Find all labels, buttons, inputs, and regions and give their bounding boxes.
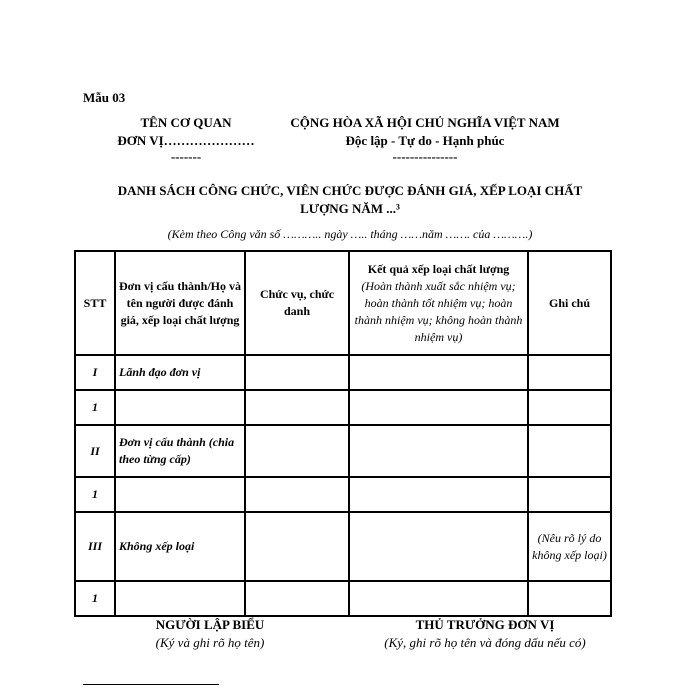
table-row: [75, 477, 611, 512]
table-row: [75, 390, 611, 425]
row-note: (Nêu rõ lý do không xếp loại): [528, 512, 611, 581]
row-position: [245, 581, 349, 616]
row-result: [349, 581, 528, 616]
row-position: [245, 355, 349, 390]
row-note: [528, 355, 611, 390]
header-position: Chức vụ, chức danh: [245, 251, 349, 355]
row-note: [528, 390, 611, 425]
table-header-row: [75, 251, 611, 355]
table-row: [75, 581, 611, 616]
row-name: [115, 390, 245, 425]
row-name: [115, 477, 245, 512]
preparer-title: NGƯỜI LẬP BIỂU: [155, 617, 265, 632]
row-stt: III: [75, 512, 115, 581]
row-position: [245, 425, 349, 477]
agency-header: [100, 114, 272, 164]
header-note: Ghi chú: [528, 251, 611, 355]
agency-name: TÊN CƠ QUAN: [140, 115, 232, 130]
unit-name: ĐƠN VỊ…………………: [117, 133, 255, 148]
row-result: [349, 425, 528, 477]
document-title: [95, 182, 605, 218]
row-name: Đơn vị cấu thành (chia theo từng cấp): [115, 425, 245, 477]
row-stt: 1: [75, 581, 115, 616]
row-note: [528, 477, 611, 512]
header-stt: STT: [75, 251, 115, 355]
row-note: [528, 425, 611, 477]
row-result: [349, 512, 528, 581]
row-stt: II: [75, 425, 115, 477]
head-instruction: (Ký, ghi rõ họ tên và đóng dấu nếu có): [384, 635, 586, 650]
table-row: [75, 425, 611, 477]
row-name: [115, 581, 245, 616]
header-result: [349, 251, 528, 355]
head-signature-block: [350, 616, 620, 652]
title-line-2: LƯỢNG NĂM ...³: [300, 201, 400, 216]
header-unit: Đơn vị cấu thành/Họ và tên người được đánh giá, xếp loại chất lượng: [115, 251, 245, 355]
preparer-instruction: (Ký và ghi rõ họ tên): [155, 635, 265, 650]
footnote-divider: [83, 684, 219, 685]
row-stt: 1: [75, 477, 115, 512]
form-code: Mẫu 03: [83, 90, 126, 105]
head-title: THỦ TRƯỞNG ĐƠN VỊ: [415, 617, 555, 632]
row-name: Không xếp loại: [115, 512, 245, 581]
header-result-options: (Hoàn thành xuất sắc nhiệm vụ; hoàn thành tốt nhiệm vụ; hoàn thành nhiệm vụ; không hoàn thành nhiệm vụ): [354, 278, 523, 344]
row-name: Lãnh đạo đơn vị: [115, 355, 245, 390]
row-position: [245, 512, 349, 581]
title-line-1: DANH SÁCH CÔNG CHỨC, VIÊN CHỨC ĐƯỢC ĐÁNH GIÁ, XẾP LOẠI CHẤT: [117, 183, 583, 198]
table-row: [75, 512, 611, 581]
national-divider: ---------------: [392, 149, 458, 164]
national-name: CỘNG HÒA XÃ HỘI CHỦ NGHĨA VIỆT NAM: [290, 115, 560, 130]
document-subtitle: (Kèm theo Công văn số ……….. ngày ….. tháng ……năm ……. của ……….): [167, 227, 533, 241]
row-result: [349, 477, 528, 512]
row-stt: 1: [75, 390, 115, 425]
national-motto: Độc lập - Tự do - Hạnh phúc: [345, 133, 505, 148]
header-result-label: Kết quả xếp loại chất lượng: [367, 261, 510, 276]
row-result: [349, 355, 528, 390]
preparer-signature-block: [110, 616, 310, 652]
row-note: [528, 581, 611, 616]
row-result: [349, 390, 528, 425]
table-row: [75, 355, 611, 390]
agency-divider: -------: [170, 149, 202, 164]
national-header: [270, 114, 580, 164]
row-position: [245, 390, 349, 425]
evaluation-table: [74, 250, 612, 617]
row-stt: I: [75, 355, 115, 390]
row-position: [245, 477, 349, 512]
